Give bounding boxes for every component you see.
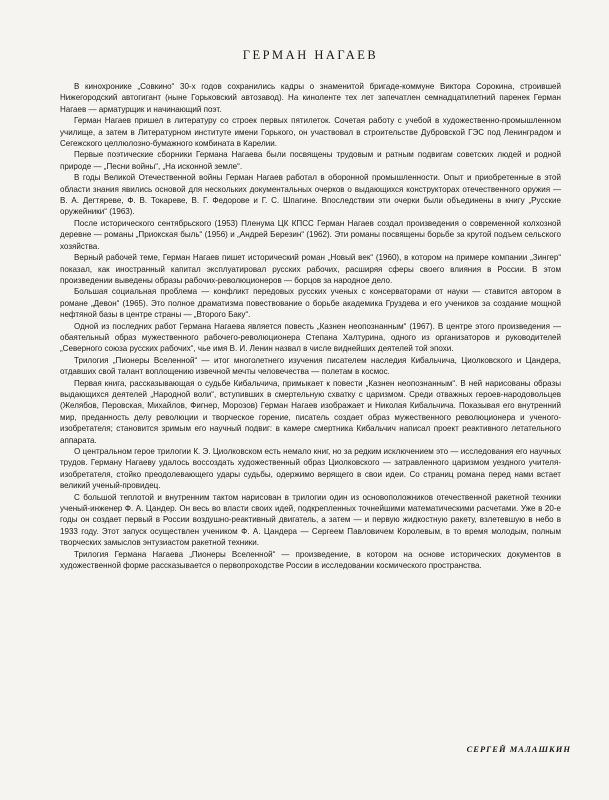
paragraph: Одной из последних работ Германа Нагаева является повесть „Казнен неопознанным“ (1967). В центре этого произведения — обаятельный образ мужественного рабочего-революционера Степана Халтурина, одного из организаторов и руководителей „Северного союза русских рабочих“, чье имя В. И. Ленин назвал в числе виднейших деятелей той эпохи. (60, 321, 561, 354)
page-title: ГЕРМАН НАГАЕВ (242, 48, 379, 62)
paragraph: Первая книга, рассказывающая о судьбе Кибальчича, примыкает к повести „Казнен неопознанным“. В ней нарисованы образы выдающихся деятелей „Народной воли“, вступивших в смертельную схватку с царизмом. Среди отважных героев-народовольцев (Желябов, Перовская, Михайлов, Фигнер, Морозов) Герман Нагаев изображает и Николая Кибальчича. Показывая его внутренний мир, преданность делу революции и творческое горение, писатель создает образ мужественного революционера и ученого-изобретателя; становится зримым его научный подвиг: в камере смертника Кибальчич написал проект реактивного летательного аппарата. (60, 378, 561, 445)
paragraph: В кинохронике „Совкино“ 30-х годов сохранились кадры о знаменитой бригаде-коммуне Виктора Сорокина, строившей Нижегородский автогигант (ныне Горьковский автозавод). На киноленте тех лет запечатлен семнадцатилетний паренек Герман Нагаев — арматурщик и начинающий поэт. (60, 82, 561, 114)
paragraph: Герман Нагаев пришел в литературу со строек первых пятилеток. Сочетая работу с учебой в художественно-промышленном училище, а затем в Литературном институте имени Горького, он участвовал в строительстве Дубровской ГЭС под Ленинградом и Сегежского целлюлозно-бумажного комбината в Карелии. (60, 116, 561, 149)
paragraph: О центральном герое трилогии К. Э. Циолковском есть немало книг, но за редким исключением это — исследования его научных трудов. Герману Нагаеву удалось воссоздать художественный образ Циолковского — затравленного царизмом уездного учителя-изобретателя, стойко преодолевающего удары судьбы, одержимо верящего в свои идеи. Со страниц романа перед нами встает великий ученый-провидец. (60, 447, 561, 491)
paragraph: Большая социальная проблема — конфликт передовых русских ученых с консерваторами от науки — ставится автором в романе „Девон“ (1965). Это полное драматизма повествование о борьбе академика Груздева и его учеников за создание мощной нефтяной базы в центре страны — „Второго Баку“. (60, 287, 561, 320)
paragraph: С большой теплотой и внутренним тактом нарисован в трилогии один из основоположников отечественной ракетной техники ученый-инженер Ф. А. Цандер. Он весь во власти своих идей, подкрепленных точнейшими математическими расчетами. Уже в 20-е годы он создает первый в России воздушно-реактивный двигатель, а затем — и первую жидкостную ракету, взлетевшую в небо в 1933 году. Этот запуск осуществлен учеником Ф. А. Цандера — Сергеем Павловичем Королевым, в то время молодым, полным творческих замыслов энтузиастом ракетной техники. (60, 492, 561, 548)
paragraph: Верный рабочей теме, Герман Нагаев пишет исторический роман „Новый век“ (1960), в котором на примере компании „Зингер“ показал, как иностранный капитал эксплуатировал русских рабочих, расширяя сферы своего влияния в России. В этом произведении выведены образы рабочих-революционеров — борцов за народное дело. (60, 253, 561, 285)
paragraph: После исторического сентябрьского (1953) Пленума ЦК КПСС Герман Нагаев создал произведения о современной колхозной деревне — романы „Приокская быль“ (1956) и „Андрей Березин“ (1962). Эти романы посвящены борьбе за крутой подъем сельского хозяйства. (60, 218, 561, 251)
author-signature: СЕРГЕЙ МАЛАШКИН (466, 744, 571, 754)
paragraph: Трилогия „Пионеры Вселенной“ — итог многолетнего изучения писателем наследия Кибальчича, Циолковского и Цандера, отдавших свой талант воплощению извечной мечты человечества — полетам в космос. (60, 355, 561, 377)
paragraph: Первые поэтические сборники Германа Нагаева были посвящены трудовым и ратным подвигам советских людей и родной природе — „Песни войны“, „На исконной земле“. (60, 150, 561, 171)
paragraph: В годы Великой Отечественной войны Герман Нагаев работал в оборонной промышленности. Опыт и приобретенные в этой области знания явились основой для нескольких документальных очерков о выдающихся конструкторах отечественного оружия — В. А. Дегтяреве, Ф. В. Токареве, В. Г. Федорове и Г. С. Шпагине. Впоследствии эти очерки были объединены в книгу „Русские оружейники“ (1963). (60, 173, 561, 217)
paragraph: Трилогия Германа Нагаева „Пионеры Вселенной“ — произведение, в котором на основе исторических документов в художественной форме рассказывается о первопроходстве России в исследовании космического пространства. (60, 549, 561, 571)
article-body (60, 81, 561, 571)
